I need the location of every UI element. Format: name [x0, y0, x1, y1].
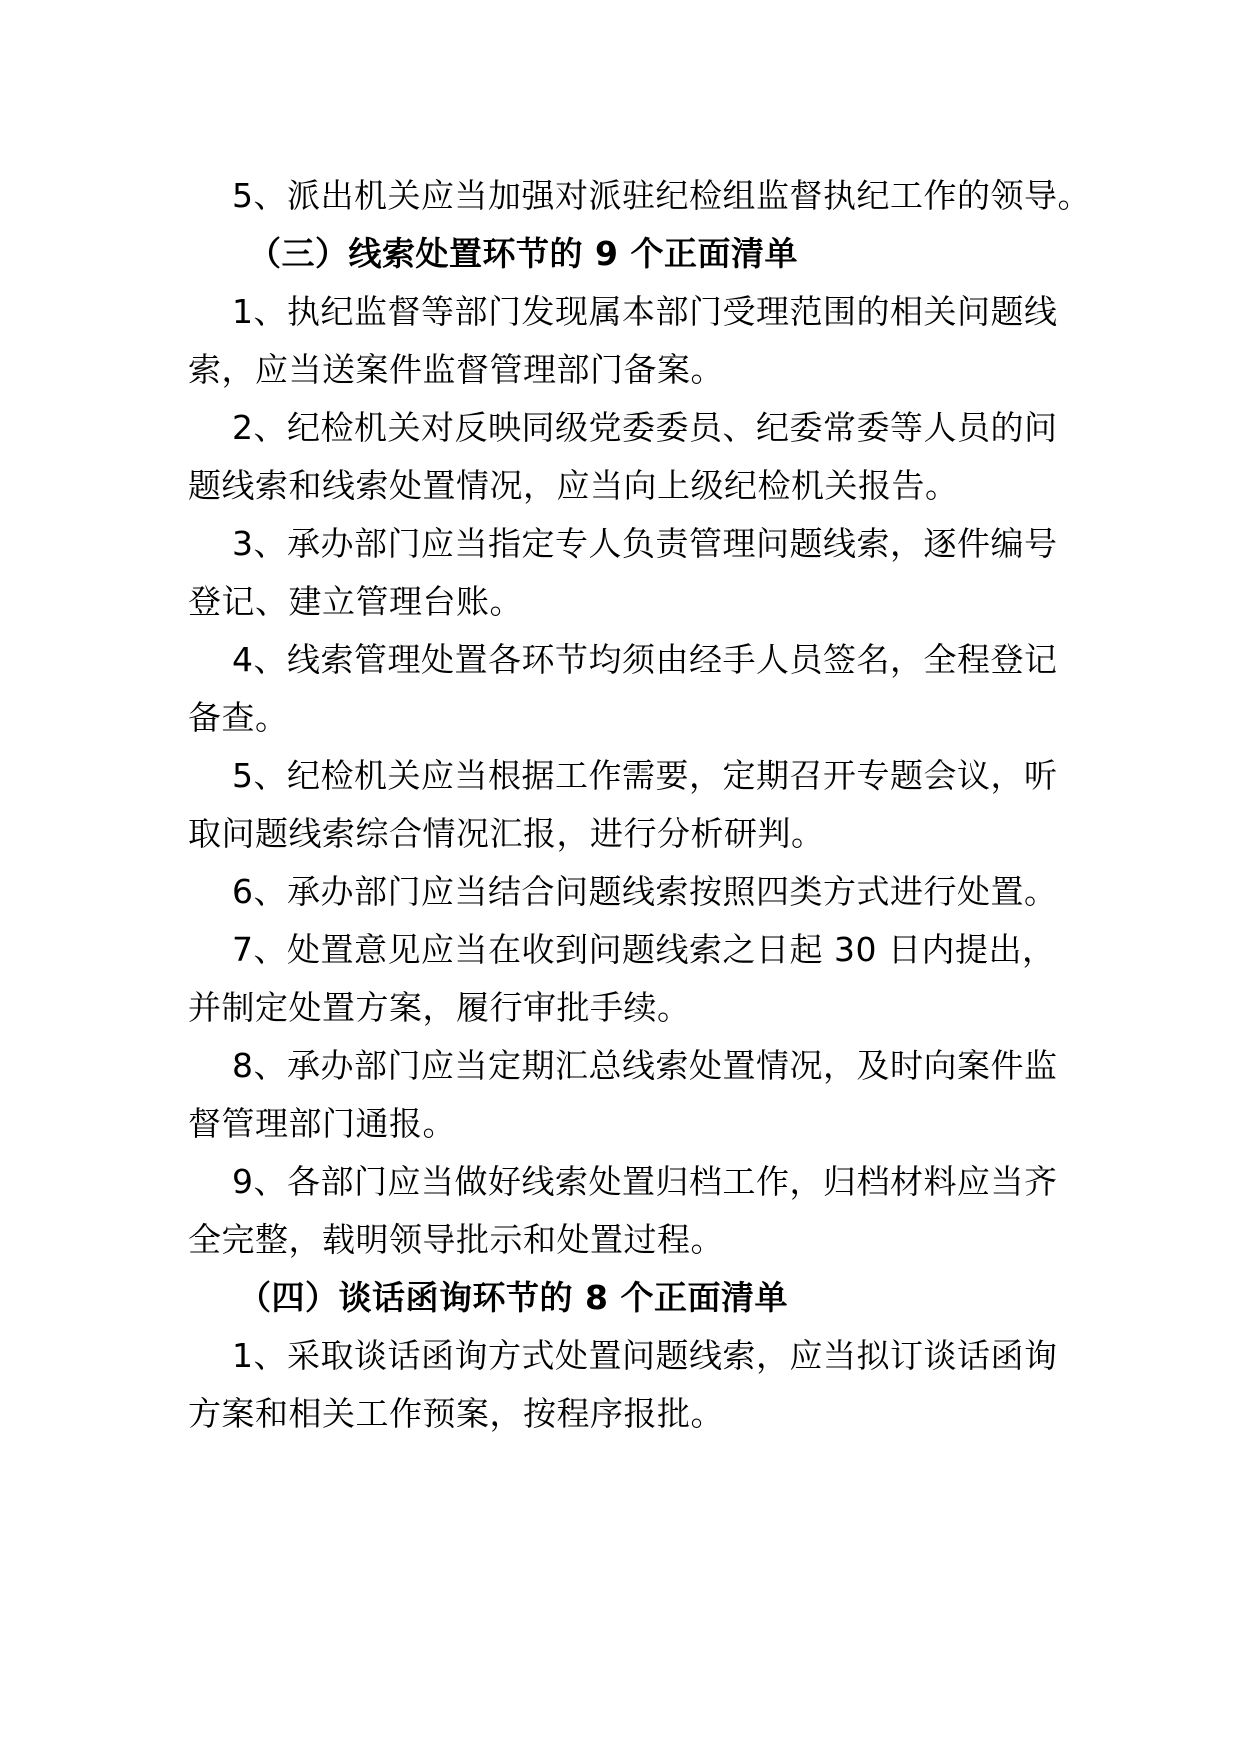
- paragraph-line: 并制定处置方案，履行审批手续。: [188, 988, 691, 1027]
- paragraph-line: 9、各部门应当做好线索处置归档工作，归档材料应当齐: [232, 1162, 1058, 1201]
- paragraph-line: 取问题线索综合情况汇报，进行分析研判。: [188, 814, 825, 853]
- paragraph-line: 6、承办部门应当结合问题线索按照四类方式进行处置。: [232, 872, 1058, 911]
- paragraph-line: 2、纪检机关对反映同级党委委员、纪委常委等人员的问: [232, 408, 1058, 447]
- paragraph-line: 7、处置意见应当在收到问题线索之日起 30 日内提出，: [232, 930, 1056, 969]
- paragraph-line: 题线索和线索处置情况，应当向上级纪检机关报告。: [188, 466, 959, 505]
- paragraph-line: 3、承办部门应当指定专人负责管理问题线索，逐件编号: [232, 524, 1058, 563]
- section-heading: （四）谈话函询环节的 8 个正面清单: [238, 1278, 788, 1317]
- paragraph-line: 方案和相关工作预案，按程序报批。: [188, 1394, 724, 1433]
- paragraph-line: 备查。: [188, 698, 289, 737]
- paragraph-line: 督管理部门通报。: [188, 1104, 456, 1143]
- paragraph-line: 4、线索管理处置各环节均须由经手人员签名，全程登记: [232, 640, 1058, 679]
- paragraph-line: 8、承办部门应当定期汇总线索处置情况，及时向案件监: [232, 1046, 1058, 1085]
- paragraph-line: 5、纪检机关应当根据工作需要，定期召开专题会议，听: [232, 756, 1058, 795]
- paragraph-line: 1、执纪监督等部门发现属本部门受理范围的相关问题线: [232, 292, 1058, 331]
- paragraph-line: 登记、建立管理台账。: [188, 582, 523, 621]
- paragraph-line: 全完整，载明领导批示和处置过程。: [188, 1220, 724, 1259]
- paragraph-line: 1、采取谈话函询方式处置问题线索，应当拟订谈话函询: [232, 1336, 1058, 1375]
- paragraph-line: 5、派出机关应当加强对派驻纪检组监督执纪工作的领导。: [232, 176, 1091, 215]
- section-heading: （三）线索处置环节的 9 个正面清单: [248, 234, 798, 273]
- paragraph-line: 索，应当送案件监督管理部门备案。: [188, 350, 724, 389]
